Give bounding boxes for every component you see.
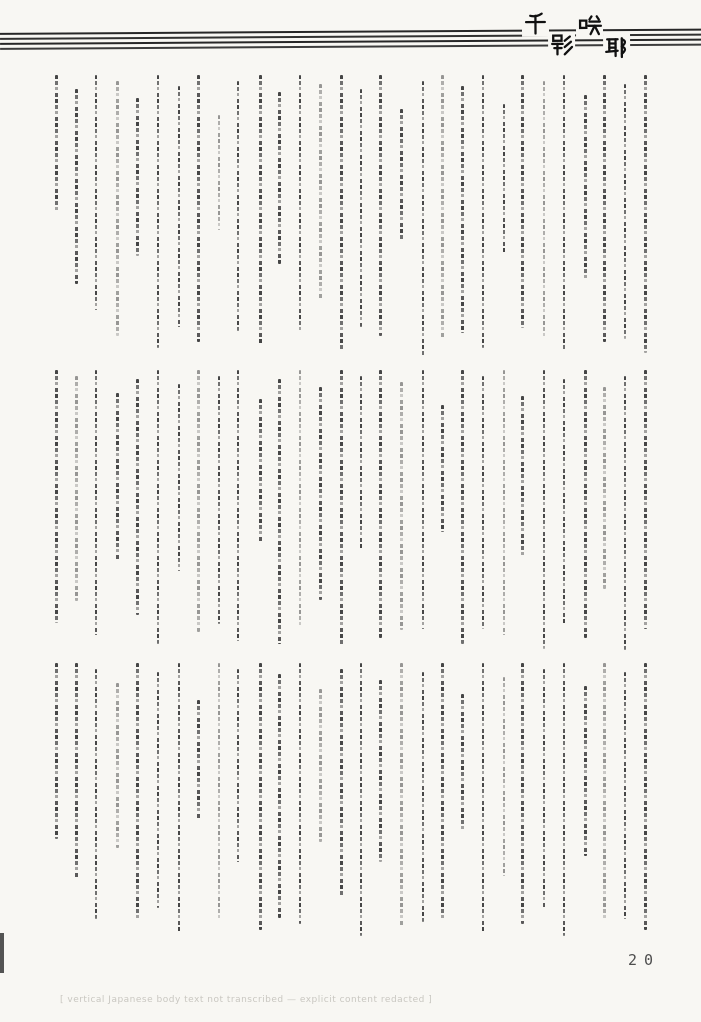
text-column-redacted bbox=[237, 669, 240, 862]
text-column-redacted bbox=[197, 75, 200, 342]
text-band-top bbox=[55, 75, 647, 362]
text-column-redacted bbox=[95, 669, 98, 919]
scan-edge-artifact bbox=[0, 933, 4, 973]
text-column-redacted bbox=[482, 75, 485, 348]
text-column-redacted bbox=[400, 663, 403, 927]
text-column-redacted bbox=[379, 370, 382, 638]
text-column-redacted bbox=[95, 370, 98, 635]
page-number: 20 bbox=[628, 951, 661, 969]
text-column-redacted bbox=[422, 672, 425, 922]
text-column-redacted bbox=[259, 663, 262, 930]
text-column-redacted bbox=[157, 75, 160, 348]
text-column-redacted bbox=[55, 75, 58, 213]
text-column-redacted bbox=[75, 89, 78, 284]
text-column-redacted bbox=[400, 382, 403, 630]
text-column-redacted bbox=[116, 393, 119, 560]
text-column-redacted bbox=[644, 370, 647, 629]
text-column-redacted bbox=[237, 81, 240, 331]
text-column-redacted bbox=[178, 86, 181, 327]
text-column-redacted bbox=[379, 680, 382, 862]
text-column-redacted bbox=[624, 376, 627, 650]
text-column-redacted bbox=[340, 75, 343, 351]
text-column-redacted bbox=[543, 81, 546, 339]
text-column-redacted bbox=[482, 376, 485, 629]
text-column-redacted bbox=[360, 663, 363, 936]
text-column-redacted bbox=[319, 689, 322, 842]
text-column-redacted bbox=[178, 384, 181, 571]
title-char-ya-icon bbox=[603, 33, 630, 60]
text-column-redacted bbox=[75, 376, 78, 601]
text-column-redacted bbox=[584, 686, 587, 856]
text-column-redacted bbox=[136, 663, 139, 921]
text-column-redacted bbox=[543, 370, 546, 649]
text-column-redacted bbox=[441, 663, 444, 919]
text-column-redacted bbox=[563, 75, 566, 351]
text-column-redacted bbox=[379, 75, 382, 336]
text-band-middle bbox=[55, 370, 647, 658]
text-column-redacted bbox=[116, 81, 119, 336]
text-column-redacted bbox=[55, 370, 58, 623]
title-char-kage-icon bbox=[548, 31, 575, 58]
text-column-redacted bbox=[584, 95, 587, 279]
text-column-redacted bbox=[136, 98, 139, 256]
text-column-redacted bbox=[360, 376, 363, 549]
text-column-redacted bbox=[299, 663, 302, 924]
text-column-redacted bbox=[116, 683, 119, 848]
text-column-redacted bbox=[441, 405, 444, 532]
text-band-bottom bbox=[55, 663, 647, 947]
text-column-redacted bbox=[563, 663, 566, 936]
text-column-redacted bbox=[422, 370, 425, 629]
text-column-redacted bbox=[422, 81, 425, 357]
text-column-redacted bbox=[340, 370, 343, 646]
text-column-redacted bbox=[299, 370, 302, 626]
text-column-redacted bbox=[75, 663, 78, 879]
text-column-redacted bbox=[259, 75, 262, 345]
text-column-redacted bbox=[55, 663, 58, 839]
text-column-redacted bbox=[644, 75, 647, 353]
header-rule bbox=[0, 44, 701, 50]
title-char-sen-icon bbox=[522, 10, 549, 37]
text-column-redacted bbox=[624, 672, 627, 919]
text-column-redacted bbox=[503, 370, 506, 635]
text-column-redacted bbox=[521, 75, 524, 328]
text-column-redacted bbox=[340, 669, 343, 896]
text-column-redacted bbox=[603, 387, 606, 589]
text-column-redacted bbox=[400, 109, 403, 241]
redaction-note: [ vertical Japanese body text not transcribed — explicit content redacted ] bbox=[60, 995, 433, 1005]
text-column-redacted bbox=[603, 663, 606, 921]
text-column-redacted bbox=[237, 370, 240, 641]
text-column-redacted bbox=[299, 75, 302, 333]
text-column-redacted bbox=[441, 75, 444, 339]
text-column-redacted bbox=[197, 700, 200, 819]
text-column-redacted bbox=[197, 370, 200, 632]
text-column-redacted bbox=[543, 669, 546, 908]
text-column-redacted bbox=[95, 75, 98, 310]
text-column-redacted bbox=[319, 387, 322, 600]
text-column-redacted bbox=[482, 663, 485, 933]
text-column-redacted bbox=[624, 84, 627, 339]
text-column-redacted bbox=[521, 663, 524, 924]
text-column-redacted bbox=[278, 92, 281, 264]
text-column-redacted bbox=[218, 376, 221, 624]
text-column-redacted bbox=[360, 89, 363, 327]
text-column-redacted bbox=[136, 379, 139, 615]
text-column-redacted bbox=[584, 370, 587, 638]
text-column-redacted bbox=[259, 399, 262, 543]
text-column-redacted bbox=[644, 663, 647, 930]
text-column-redacted bbox=[319, 84, 322, 299]
text-column-redacted bbox=[218, 115, 221, 230]
text-column-redacted bbox=[218, 663, 221, 919]
text-column-redacted bbox=[503, 677, 506, 876]
text-column-redacted bbox=[603, 75, 606, 342]
text-column-redacted bbox=[521, 396, 524, 557]
text-column-redacted bbox=[157, 370, 160, 644]
title-char-saku-icon bbox=[576, 11, 603, 38]
page-header bbox=[0, 0, 701, 64]
text-column-redacted bbox=[563, 379, 566, 624]
text-column-redacted bbox=[461, 86, 464, 333]
text-column-redacted bbox=[461, 694, 464, 830]
text-column-redacted bbox=[157, 672, 160, 908]
text-column-redacted bbox=[503, 104, 506, 253]
text-column-redacted bbox=[461, 370, 464, 644]
text-column-redacted bbox=[278, 674, 281, 918]
text-column-redacted bbox=[278, 379, 281, 644]
text-column-redacted bbox=[178, 663, 181, 933]
